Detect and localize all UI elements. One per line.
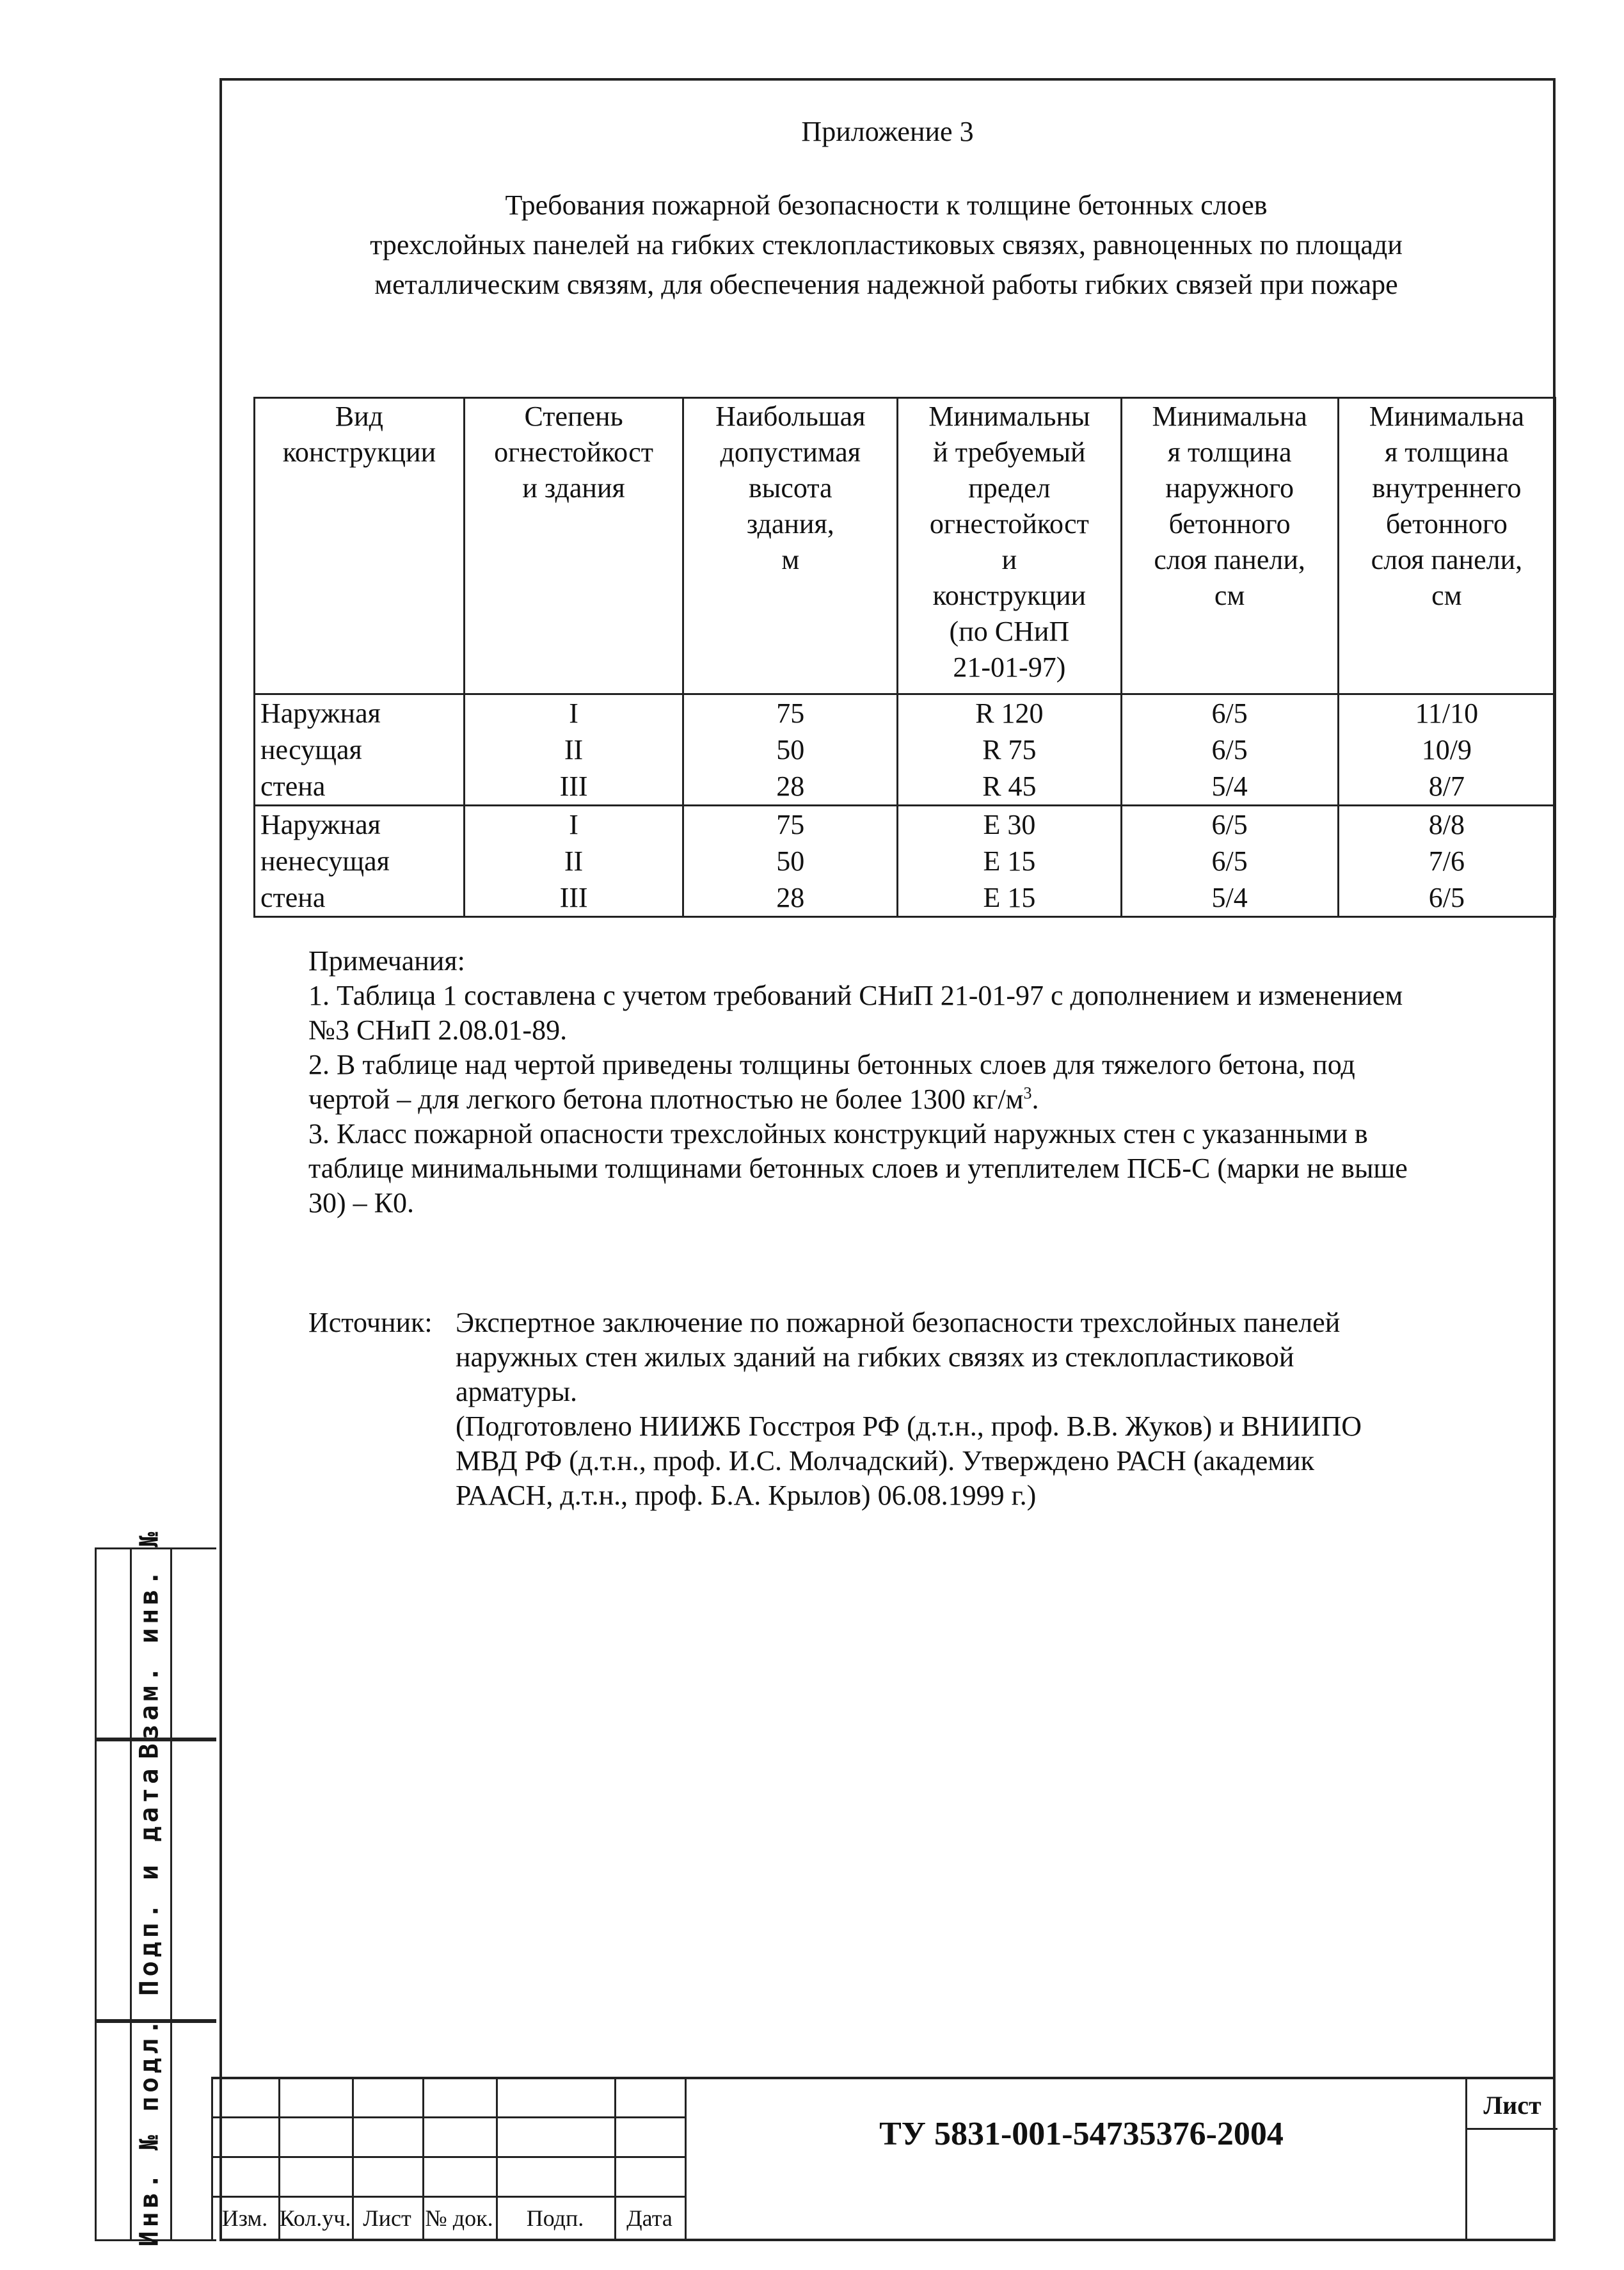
header-inner-layer: Минимальна я толщина внутреннего бетонного слоя панели, см (1338, 398, 1555, 694)
note-2-line: 2. В таблице над чертой приведены толщины бетонных слоев для тяжелого бетона, под (308, 1049, 1355, 1080)
header-fire-limit: Минимальны й требуемый предел огнестойкост и конструкции (по СНиП 21-01-97) (898, 398, 1121, 694)
source-label: Источник: (308, 1307, 433, 1338)
sheet-cell (1465, 2077, 1557, 2241)
col-kol-uch: Кол.уч. (279, 2205, 351, 2231)
document-code: ТУ 5831-001-54735376-2004 (879, 2116, 1284, 2152)
col-podp: Подп. (526, 2205, 584, 2231)
cell-degree: I II III (464, 694, 683, 806)
title-line: Требования пожарной безопасности к толщине бетонных слоев (505, 189, 1268, 221)
title-line: трехслойных панелей на гибких стеклопластиковых связях, равноценных по площади (370, 229, 1403, 260)
header-construction-type: Вид конструкции (255, 398, 465, 694)
cell-height: 75 50 28 (683, 806, 898, 917)
cell-inner: 8/8 7/6 6/5 (1338, 806, 1555, 917)
requirements-table (253, 397, 1556, 918)
notes-section (308, 944, 1563, 1220)
stamp-vzam-inv: Взам. инв. № (95, 1547, 216, 1739)
annex-label: Приложение 3 (801, 116, 974, 147)
cell-limit: R 120 R 75 R 45 (898, 694, 1121, 806)
note-3-line: таблице минимальными толщинами бетонных слоев и утеплителем ПСБ-С (марки не выше (308, 1153, 1408, 1184)
cell-limit: E 30 E 15 E 15 (898, 806, 1121, 917)
col-data: Дата (626, 2205, 673, 2231)
cell-type: Наружная несущая стена (255, 694, 465, 806)
stamp-podp-data: Подп. и дата (95, 1739, 216, 2021)
cell-height: 75 50 28 (683, 694, 898, 806)
header-outer-layer: Минимальна я толщина наружного бетонного слоя панели, см (1121, 398, 1338, 694)
cell-degree: I II III (464, 806, 683, 917)
cell-outer: 6/5 6/5 5/4 (1121, 694, 1338, 806)
col-list: Лист (363, 2205, 411, 2231)
note-1-line: №3 СНиП 2.08.01-89. (308, 1014, 568, 1046)
stamp-inv-podl: Инв. № подл. (95, 2021, 216, 2241)
title-block (211, 2077, 1556, 2241)
document-title (269, 186, 1504, 305)
cell-outer: 6/5 6/5 5/4 (1121, 806, 1338, 917)
cell-type: Наружная ненесущая стена (255, 806, 465, 917)
header-fire-resistance-degree: Степень огнестойкост и здания (464, 398, 683, 694)
title-line: металлическим связям, для обеспечения надежной работы гибких связей при пожаре (374, 269, 1398, 300)
cell-inner: 11/10 10/9 8/7 (1338, 694, 1555, 806)
revision-grid (211, 2077, 685, 2241)
sheet-label: Лист (1467, 2083, 1557, 2130)
col-izm: Изм. (221, 2205, 268, 2231)
note-2-line: чертой – для легкого бетона плотностью не более 1300 $кг/м^3$. (308, 1083, 1039, 1115)
table-row (255, 806, 1556, 917)
table-header-row (255, 398, 1556, 694)
header-max-height: Наибольшая допустимая высота здания, м (683, 398, 898, 694)
notes-heading: Примечания: (308, 945, 465, 977)
col-doc-no: № док. (425, 2205, 493, 2231)
note-1-line: 1. Таблица 1 составлена с учетом требований СНиП 21-01-97 с дополнением и изменением (308, 980, 1403, 1011)
note-3-line: 30) – К0. (308, 1187, 414, 1219)
note-3-line: 3. Класс пожарной опасности трехслойных конструкций наружных стен с указанными в (308, 1118, 1368, 1149)
source-body: Экспертное заключение по пожарной безопасности трехслойных панелей наружных стен жилых зданий на гибких связях из стеклопластиковой арматуры. (Подготовлено НИИЖБ Госстроя РФ (д.т.н., проф. В.В. Жуков) и ВНИИПО МВД РФ (д.т.н., проф. И.С. Молчадский). Утверждено РАСН (академик РААСН, д.т.н., проф. Б.А. Крылов) 06.08.1999 г.) (456, 1307, 1362, 1511)
table-row (255, 694, 1556, 806)
